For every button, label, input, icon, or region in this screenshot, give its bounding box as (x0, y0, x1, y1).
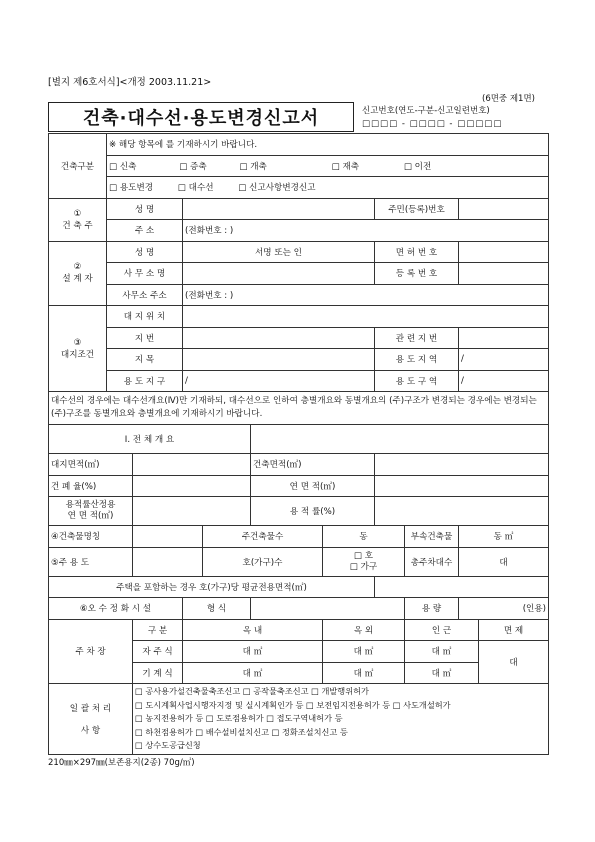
overview-heading-blank (251, 425, 549, 454)
parking-out-head: 옥 외 (323, 619, 405, 641)
batch-line-3[interactable]: □ 농지전용허가 등 □ 도로점용허가 □ 접도구역내허가 등 (135, 713, 343, 724)
far-field[interactable] (375, 497, 549, 526)
bldg-area-field[interactable] (375, 454, 549, 476)
far-label: 용 적 률(%) (251, 497, 375, 526)
batch-line-2[interactable]: □ 도시계획사업시행자지정 및 실시계획인가 등 □ 보전임지전용허가 등 □ 사도개설허가 (135, 699, 451, 710)
parking-mech-in[interactable]: 대 ㎡ (183, 662, 323, 684)
avg-area-label: 주택을 포함하는 경우 호(가구)당 평균전용면적(㎡) (49, 576, 375, 598)
site-area-zone-field[interactable]: / (459, 370, 549, 392)
designer-reg-label: 등 록 번 호 (375, 263, 459, 285)
capacity-field[interactable]: (인용) (459, 598, 549, 620)
site-district-field[interactable]: / (183, 370, 375, 392)
parking-self-label: 자 주 식 (133, 641, 183, 663)
bcr-field[interactable] (133, 475, 251, 497)
kind-label: 건축구분 (49, 134, 107, 199)
chk-repair[interactable]: □ 대수선 (177, 183, 214, 194)
batch-line-5[interactable]: □ 상수도공급신청 (135, 740, 201, 751)
site-zone-field[interactable]: / (459, 349, 549, 371)
site-zone-label: 용 도 지 역 (375, 349, 459, 371)
sewage-label: ⑥오 수 정 화 시 설 (49, 598, 183, 620)
annex-label: 부속건축물 (405, 526, 459, 548)
designer-office-field[interactable] (183, 263, 375, 285)
bcr-label: 건 폐 율(%) (49, 475, 133, 497)
parking-mech-out[interactable]: 대 ㎡ (323, 662, 405, 684)
floor-area-field[interactable] (375, 475, 549, 497)
sewage-type-field[interactable] (251, 598, 405, 620)
kind-note: ※ 해당 항목에 를 기재하시기 바랍니다. (107, 134, 549, 156)
bldg-name-field[interactable] (133, 526, 203, 548)
parking-self-in[interactable]: 대 ㎡ (183, 641, 323, 663)
form-number: [별지 제6호서식]<개정 2003.11.21> (48, 77, 212, 88)
households-field[interactable]: □ 호 □ 가구 (323, 547, 405, 576)
avg-area-field[interactable] (375, 576, 549, 598)
designer-sign[interactable]: 서명 또는 인 (183, 241, 375, 263)
parking-total-field[interactable]: 대 (459, 547, 549, 576)
owner-name-label: 성 명 (107, 198, 183, 220)
kind-row1 (107, 155, 549, 177)
owner-addr-field[interactable]: (전화번호 : ) (183, 220, 549, 242)
site-lot-label: 지 번 (107, 327, 183, 349)
repair-notice: 대수선의 경우에는 대수선개요(Ⅳ)만 기재하되, 대수선으로 인하여 층별개요와 동별개요의 (주)구조가 변경되는 경우에는 변경되는 (주)구조를 동별개요와 층별개요에 기재하시기 바랍니다. (49, 392, 549, 425)
owner-addr-label: 주 소 (107, 220, 183, 242)
chk-relocate[interactable]: □ 이전 (403, 161, 432, 172)
designer-license-field[interactable] (459, 241, 549, 263)
designer-office-addr-label: 사무소 주소 (107, 284, 183, 306)
parking-mech-near[interactable]: 대 ㎡ (405, 662, 479, 684)
site-area-field[interactable] (133, 454, 251, 476)
parking-label: 주 차 장 (49, 619, 133, 684)
owner-id-field[interactable] (459, 198, 549, 220)
designer-reg-field[interactable] (459, 263, 549, 285)
owner-name-field[interactable] (183, 198, 375, 220)
chk-rebuild[interactable]: □ 개축 (239, 161, 267, 172)
parking-near-head: 인 근 (405, 619, 479, 641)
designer-office-addr-field[interactable]: (전화번호 : ) (183, 284, 549, 306)
annex-field[interactable]: 동 ㎡ (459, 526, 549, 548)
floor-area-label: 연 면 적(㎡) (251, 475, 375, 497)
far-area-label: 용적률산정용 연 면 적(㎡) (49, 497, 133, 526)
site-related-field[interactable] (459, 327, 549, 349)
declaration-table (48, 133, 549, 755)
chk-amend[interactable]: □ 신고사항변경신고 (238, 183, 316, 194)
site-related-label: 관 련 지 번 (375, 327, 459, 349)
bldg-area-label: 건축면적(㎡) (251, 454, 375, 476)
batch-label: 일 괄 처 리 사 항 (49, 684, 133, 755)
overview-heading: Ⅰ. 전 체 개 요 (49, 425, 251, 454)
form-title: 건축·대수선·용도변경신고서 (48, 102, 354, 132)
paper-spec: 210㎜×297㎜(보존용지(2종) 70g/㎡) (48, 758, 195, 768)
parking-self-near[interactable]: 대 ㎡ (405, 641, 479, 663)
kind-row2 (107, 177, 549, 199)
parking-kind-head: 구 분 (133, 619, 183, 641)
parking-in-head: 옥 내 (183, 619, 323, 641)
parking-self-out[interactable]: 대 ㎡ (323, 641, 405, 663)
designer-office-label: 사 무 소 명 (107, 263, 183, 285)
serial-label: 신고번호(연도-구분-신고일련번호) (362, 106, 490, 116)
site-lot-field[interactable] (183, 327, 375, 349)
owner-id-label: 주민(등록)번호 (375, 198, 459, 220)
parking-total-label: 총주차대수 (405, 547, 459, 576)
use-label: ⑤주 용 도 (49, 547, 133, 576)
site-loc-label: 대 지 위 치 (107, 306, 183, 328)
owner-label: ① 건 축 주 (49, 198, 107, 241)
parking-exempt-head: 면 제 (479, 619, 549, 641)
site-area-label: 대지면적(㎡) (49, 454, 133, 476)
site-area-zone-label: 용 도 구 역 (375, 370, 459, 392)
serial-boxes[interactable]: □□□□ - □□□□ - □□□□□ (362, 119, 503, 129)
use-field[interactable] (133, 547, 203, 576)
designer-name-label: 성 명 (107, 241, 183, 263)
chk-reconstruct[interactable]: □ 재축 (331, 161, 360, 172)
batch-line-1[interactable]: □ 공사용가설건축물축조신고 □ 공작물축조신고 □ 개발행위허가 (135, 686, 369, 697)
capacity-label: 용 량 (405, 598, 459, 620)
designer-license-label: 면 허 번 호 (375, 241, 459, 263)
chk-new[interactable]: □ 신축 (109, 161, 137, 172)
batch-items (133, 684, 549, 755)
batch-line-4[interactable]: □ 하천점용허가 □ 배수설비설치신고 □ 정화조설치신고 등 (135, 726, 348, 737)
site-loc-field[interactable] (183, 306, 549, 328)
page-info: (6면중 제1면) (482, 94, 535, 104)
main-count-label: 주건축물수 (203, 526, 323, 548)
bldg-name-label: ④건축물명칭 (49, 526, 133, 548)
households-label: 호(가구)수 (203, 547, 323, 576)
parking-mech-label: 기 계 식 (133, 662, 183, 684)
main-count-field[interactable]: 동 (323, 526, 405, 548)
site-jimok-field[interactable] (183, 349, 375, 371)
parking-exempt-field[interactable]: 대 (479, 641, 549, 684)
sewage-type-label: 형 식 (183, 598, 251, 620)
designer-label: ② 설 계 자 (49, 241, 107, 306)
chk-extend[interactable]: □ 증축 (179, 161, 207, 172)
site-jimok-label: 지 목 (107, 349, 183, 371)
chk-usechange[interactable]: □ 용도변경 (109, 183, 154, 194)
site-district-label: 용 도 지 구 (107, 370, 183, 392)
far-area-field[interactable] (133, 497, 251, 526)
site-label: ③ 대지조건 (49, 306, 107, 392)
